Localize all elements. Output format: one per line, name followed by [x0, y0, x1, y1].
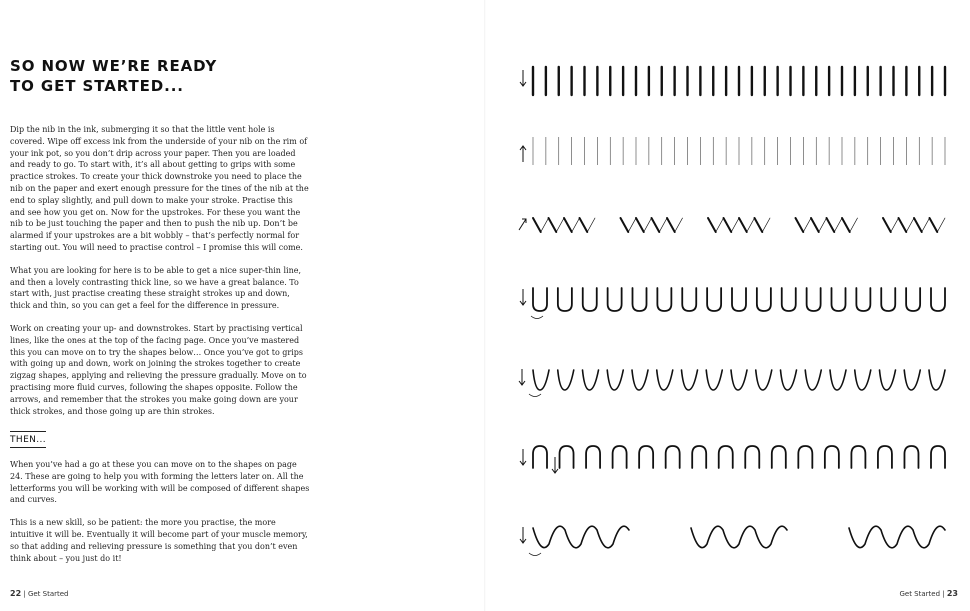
wave-group-mark — [533, 526, 629, 548]
zigzag-segment — [930, 218, 938, 232]
zigzag-segment — [675, 218, 683, 232]
n-shape-mark — [560, 446, 574, 468]
v-shape-mark — [830, 370, 846, 390]
u-shape-mark — [906, 288, 920, 311]
u-shape-mark — [832, 288, 846, 311]
page-folio-left: 22 | Get Started — [10, 589, 69, 598]
n-shape-mark — [745, 446, 759, 468]
page-number: 23 — [946, 589, 958, 598]
zigzag-segment — [762, 218, 770, 232]
heading-line-2: TO GET STARTED... — [10, 77, 184, 95]
n-shape-mark — [533, 446, 547, 468]
body-paragraph: This is a new skill, so be patient: the more you practise, the more intuitive it will be. Eventually it will become part of your muscle memory, so that adding and relieving pressure is something that you don’t even think about – you just do it! — [10, 518, 308, 563]
zigzag-segment — [564, 218, 572, 232]
body-paragraph: What you are looking for here is to be able to get a nice super-thin line, and then a lovely contrasting thick line, so we have a great balance. To start with, just practise creating these straight strokes up and down, thick and thin, so you can get a feel for the difference in pressure. — [10, 265, 302, 311]
u-shape-mark — [856, 288, 870, 311]
v-shape-mark — [781, 370, 797, 390]
v-shape-mark — [855, 370, 871, 390]
u-shape-mark — [558, 288, 572, 311]
intro-text — [10, 124, 310, 428]
right-page — [485, 0, 970, 611]
n-shape-mark — [692, 446, 706, 468]
body-paragraph: Work on creating your up- and downstrokes. Start by practising vertical lines, like the ones at the top of the facing page. Once you’ve mastered this you can move on to try the shapes below… Once you’ve got to grips with going up and down, work on joining the strokes together to create zigzag shapes, applying and relieving the pressure gradually. Move on to practising more fluid curves, following the shapes opposite. Follow the arrows, and remember that the strokes you make going down are your thick strokes, and those going up are thin strokes. — [10, 323, 307, 416]
u-shape-mark — [682, 288, 696, 311]
u-shape-mark — [807, 288, 821, 311]
zigzag-segment — [899, 218, 907, 232]
v-shape-mark — [756, 370, 772, 390]
zigzag-segment — [533, 218, 541, 232]
zigzag-segment — [644, 218, 652, 232]
zigzag-segment — [549, 218, 557, 232]
u-shape-mark — [782, 288, 796, 311]
n-shape-mark — [931, 446, 945, 468]
zigzag-segment — [716, 218, 724, 232]
body-paragraph: Dip the nib in the ink, submerging it so that the little vent hole is covered. Wipe off excess ink from the underside of your nib on the rim of your ink pot, so you don’t drip across your paper. Then you are loaded and ready to go. To start with, it’s all about getting to grips with some practice strokes. To create your thick downstroke you need to place the nib on the paper and exert enough pressure for the tines of the nib at the end to splay slightly, and pull down to make your stroke. Practise this and see how you get on. Now for the upstrokes. For these you want the nib to be just touching the paper and then to push the nib up. Don’t be alarmed if your upstrokes are a bit wobbly – that’s perfectly normal for starting out. You will need to practise control – I promise this will come. — [10, 125, 309, 252]
heading-line-1: SO NOW WE’RE READY — [10, 57, 218, 75]
n-shape-mark — [851, 446, 865, 468]
zigzag-segment — [580, 218, 588, 232]
body-paragraph: When you’ve had a go at these you can move on to the shapes on page 24. These are going to help you with forming the letters later on. All the letterforms you will be working with will be composed of different shapes and curves. — [10, 460, 310, 505]
v-shape-mark — [607, 370, 623, 390]
zigzag-segment — [819, 218, 827, 232]
v-shape-mark — [583, 370, 599, 390]
zigzag-segment — [811, 218, 819, 232]
curve-arrow-icon — [531, 316, 543, 319]
wave-group-mark — [849, 526, 945, 548]
v-shape-mark — [805, 370, 821, 390]
zigzag-segment — [842, 218, 850, 232]
zigzag-segment — [708, 218, 716, 232]
n-shape-mark — [613, 446, 627, 468]
u-shape-mark — [707, 288, 721, 311]
zigzag-segment — [739, 218, 747, 232]
zigzag-segment — [621, 218, 629, 232]
n-shape-mark — [825, 446, 839, 468]
n-shape-mark — [878, 446, 892, 468]
u-shape-mark — [633, 288, 647, 311]
then-subheading: THEN... — [10, 431, 46, 448]
zigzag-segment — [914, 218, 922, 232]
n-shape-mark — [772, 446, 786, 468]
v-shape-mark — [558, 370, 574, 390]
zigzag-segment — [636, 218, 644, 232]
u-shape-mark — [657, 288, 671, 311]
practice-strokes-illustration — [485, 0, 970, 611]
zigzag-segment — [667, 218, 675, 232]
u-shape-mark — [931, 288, 945, 311]
zigzag-segment — [834, 218, 842, 232]
zigzag-segment — [541, 218, 549, 232]
page-heading — [10, 56, 217, 96]
u-shape-mark — [732, 288, 746, 311]
v-shape-mark — [731, 370, 747, 390]
u-shape-mark — [757, 288, 771, 311]
v-shape-mark — [657, 370, 673, 390]
v-shape-mark — [929, 370, 945, 390]
wave-group-mark — [691, 526, 787, 548]
zigzag-segment — [796, 218, 804, 232]
zigzag-segment — [652, 218, 660, 232]
zigzag-segment — [891, 218, 899, 232]
n-shape-mark — [639, 446, 653, 468]
n-shape-mark — [666, 446, 680, 468]
then-text — [10, 459, 310, 575]
u-shape-mark — [881, 288, 895, 311]
zigzag-segment — [937, 218, 945, 232]
zigzag-segment — [850, 218, 858, 232]
zigzag-segment — [724, 218, 732, 232]
curve-arrow-icon — [529, 553, 541, 556]
section-label: Get Started — [27, 590, 69, 598]
zigzag-segment — [731, 218, 739, 232]
n-shape-mark — [719, 446, 733, 468]
zigzag-segment — [659, 218, 667, 232]
zigzag-segment — [747, 218, 755, 232]
v-shape-mark — [533, 370, 549, 390]
direction-arrow-icon — [519, 219, 526, 230]
v-shape-mark — [706, 370, 722, 390]
zigzag-segment — [755, 218, 763, 232]
zigzag-segment — [572, 218, 580, 232]
u-shape-mark — [608, 288, 622, 311]
page-number: 22 — [10, 589, 22, 598]
v-shape-mark — [880, 370, 896, 390]
zigzag-segment — [628, 218, 636, 232]
zigzag-segment — [827, 218, 835, 232]
section-label: Get Started — [899, 590, 941, 598]
n-shape-mark — [586, 446, 600, 468]
zigzag-segment — [803, 218, 811, 232]
u-shape-mark — [583, 288, 597, 311]
zigzag-segment — [883, 218, 891, 232]
v-shape-mark — [632, 370, 648, 390]
zigzag-segment — [587, 218, 595, 232]
u-shape-mark — [533, 288, 547, 311]
v-shape-mark — [904, 370, 920, 390]
n-shape-mark — [798, 446, 812, 468]
zigzag-segment — [922, 218, 930, 232]
zigzag-segment — [556, 218, 564, 232]
page-folio-right: Get Started | 23 — [899, 589, 958, 598]
n-shape-mark — [904, 446, 918, 468]
curve-arrow-icon — [529, 394, 541, 397]
zigzag-segment — [906, 218, 914, 232]
v-shape-mark — [682, 370, 698, 390]
